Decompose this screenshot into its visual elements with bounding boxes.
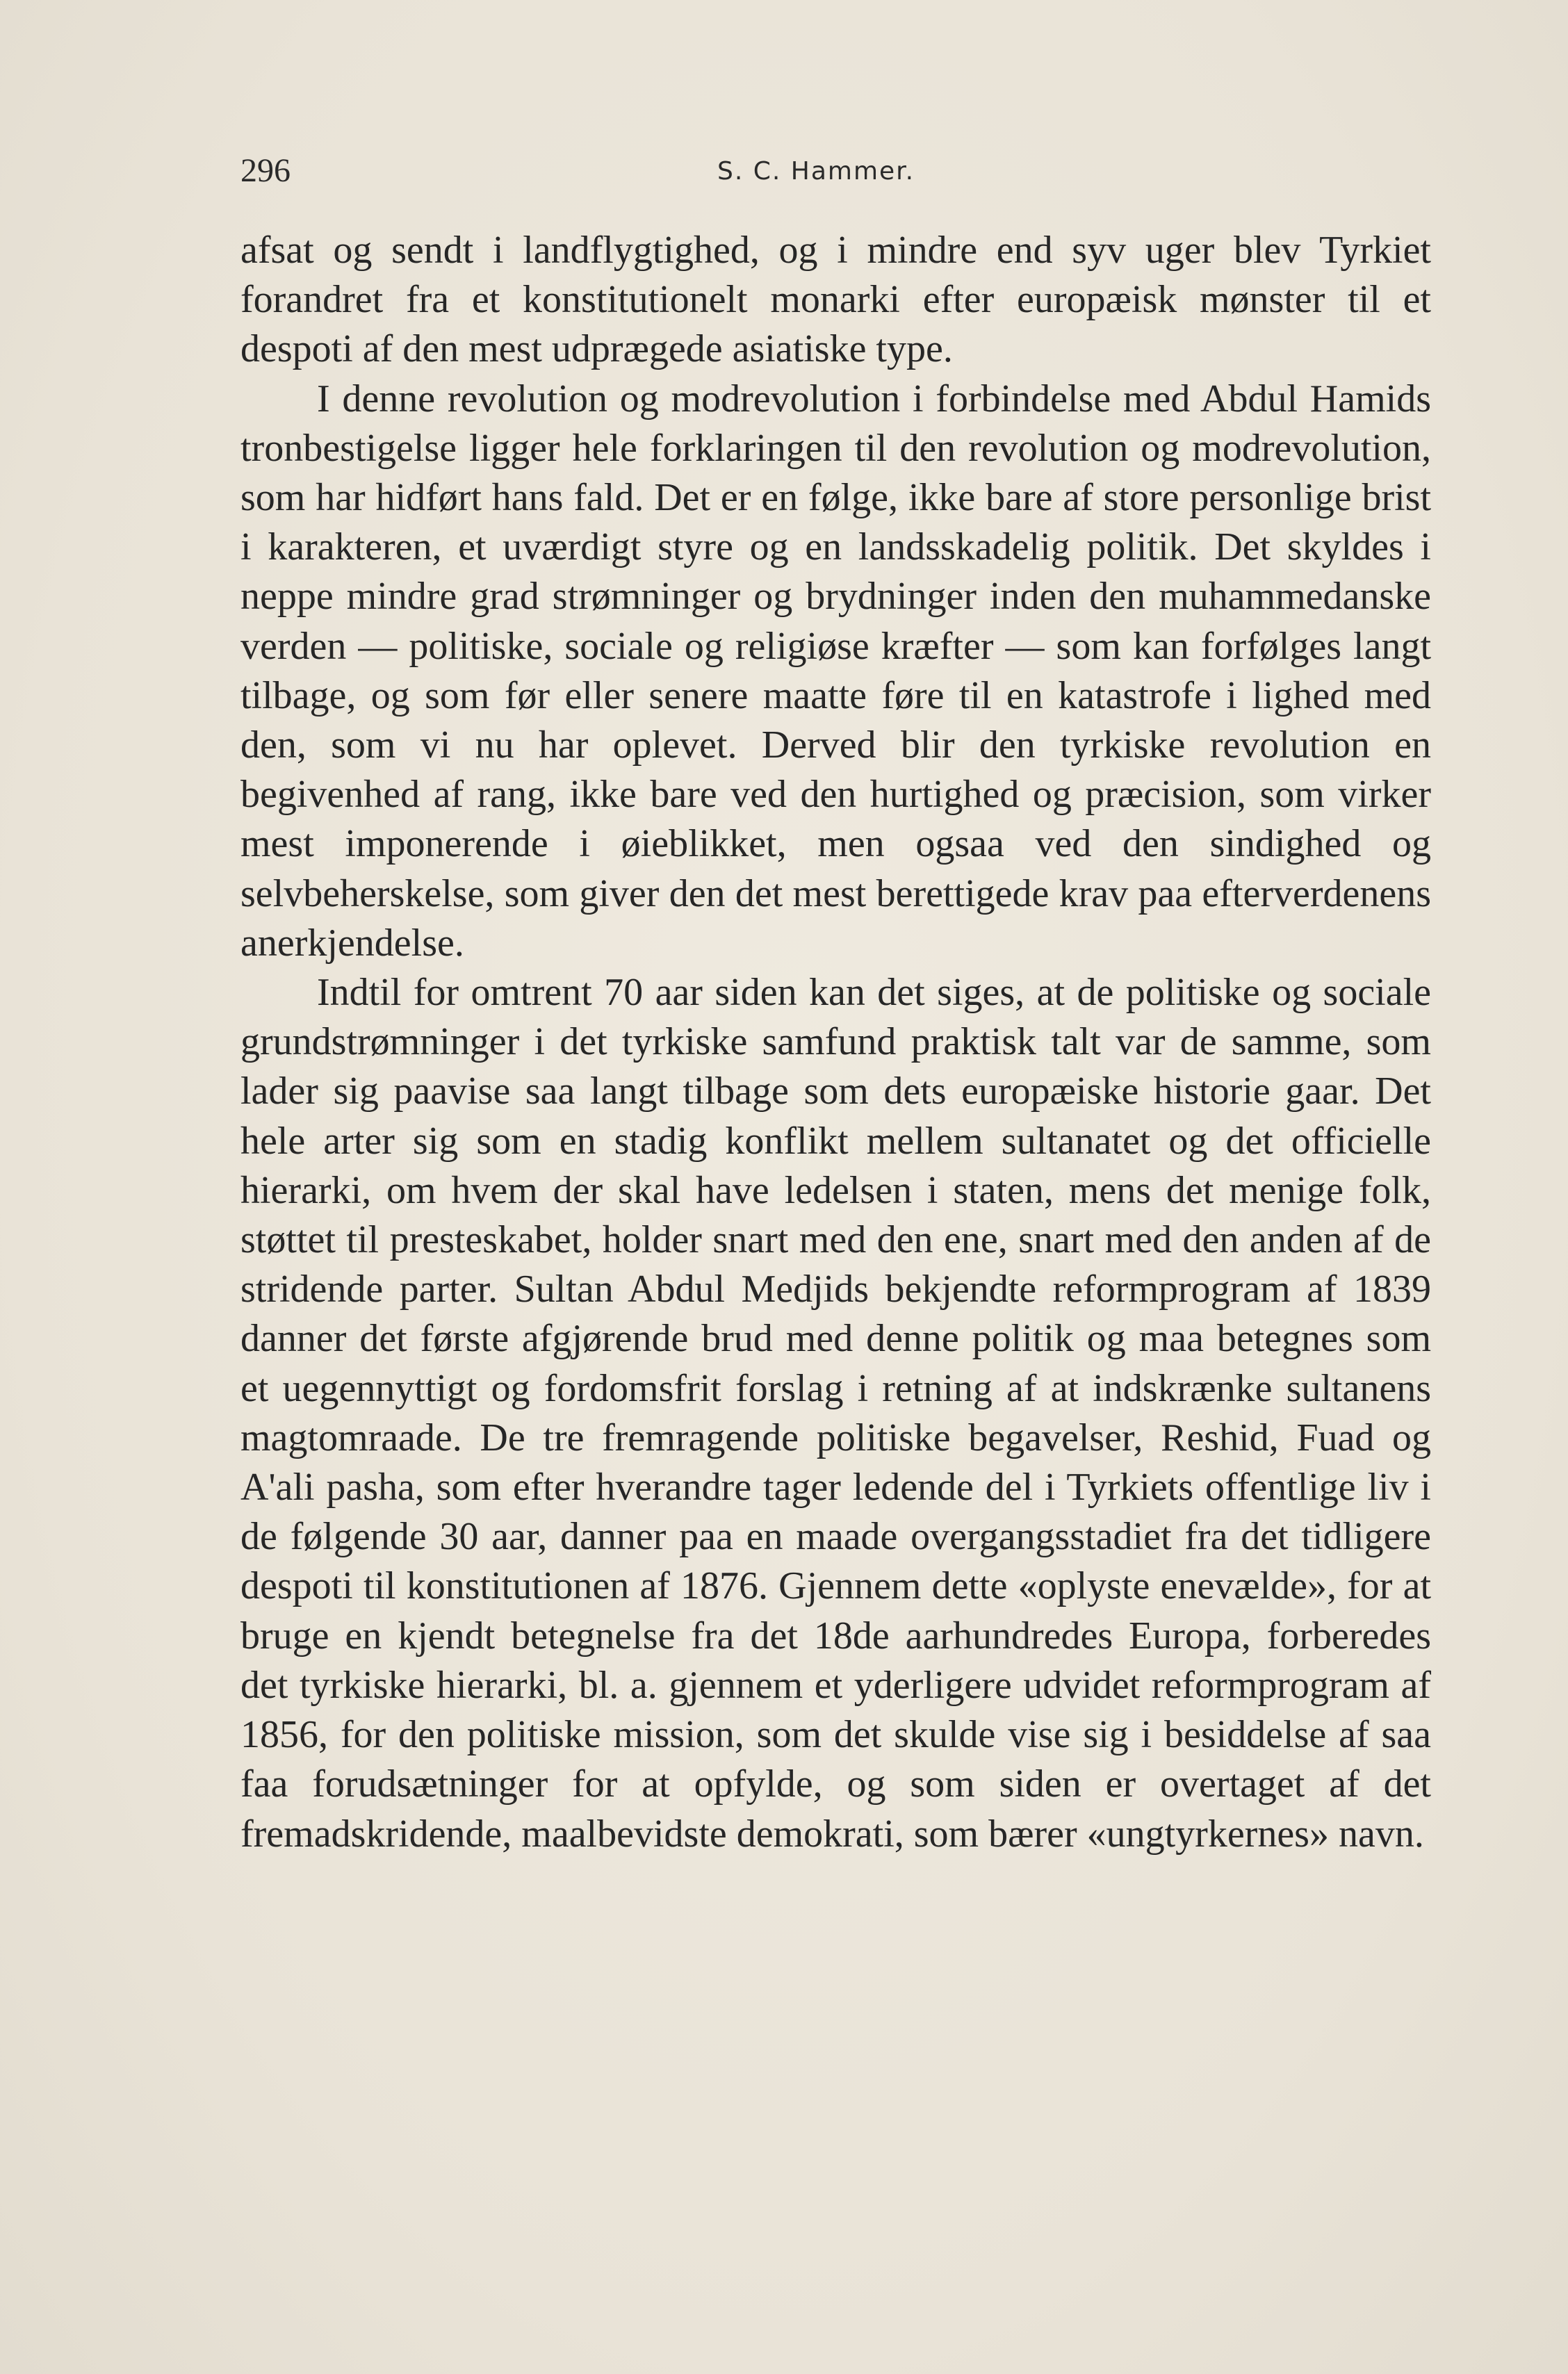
page-number: 296 [240, 152, 291, 189]
running-title: S. C. Hammer. [717, 157, 915, 186]
paragraph: Indtil for omtrent 70 aar siden kan det siges, at de politiske og sociale grundstrømninger i det tyrkiske samfund praktisk talt var de samme, som lader sig paavise saa langt tilbage som dets europæiske historie gaar. Det hele arter sig som en stadig konflikt mellem sultanatet og det officielle hierarki, om hvem der skal have ledelsen i staten, mens det menige folk, støttet til presteskabet, holder snart med den ene, snart med den anden af de stridende parter. Sultan Abdul Medjids bekjendte reformprogram af 1839 danner det første afgjørende brud med denne politik og maa betegnes som et uegennyttigt og fordomsfrit forslag i retning af at indskrænke sultanens magtomraade. De tre fremragende politiske begavelser, Reshid, Fuad og A'ali pasha, som efter hverandre tager ledende del i Tyrkiets offentlige liv i de følgende 30 aar, danner paa en maade overgangsstadiet fra det tidligere despoti til konstitutionen af 1876. Gjennem dette «oplyste enevælde», for at bruge en kjendt betegnelse fra det 18de aarhundredes Europa, forberedes det tyrkiske hierarki, bl. a. gjennem et yderligere udvidet reformprogram af 1856, for den politiske mission, som det skulde vise sig i besiddelse af saa faa forudsætninger for at opfylde, og som siden er overtaget af det fremadskridende, maalbevidste demokrati, som bærer «ungtyrkernes» navn. [240, 971, 1431, 1856]
body-text [240, 226, 1431, 1859]
running-head [240, 152, 1431, 193]
paragraph: I denne revolution og modrevolution i forbindelse med Abdul Hamids tronbestigelse ligger hele forklaringen til den revolution og modrevolution, som har hidført hans fald. Det er en følge, ikke bare af store personlige brist i karakteren, et uværdigt styre og en landsskadelig politik. Det skyldes i neppe mindre grad strømninger og brydninger inden den muhammedanske verden — politiske, sociale og religiøse kræfter — som kan forfølges langt tilbage, og som før eller senere maatte føre til en katastrofe i lighed med den, som vi nu har oplevet. Derved blir den tyrkiske revolution en begivenhed af rang, ikke bare ved den hurtighed og præcision, som virker mest imponerende i øieblikket, men ogsaa ved den sindighed og selvbeherskelse, som giver den det mest berettigede krav paa efterverdenens anerkjendelse. [240, 377, 1431, 965]
paragraph-continued: afsat og sendt i landflygtighed, og i mindre end syv uger blev Tyrkiet forandret fra et konstitutionelt monarki efter europæisk mønster til et despoti af den mest udprægede asiatiske type. [240, 229, 1431, 371]
